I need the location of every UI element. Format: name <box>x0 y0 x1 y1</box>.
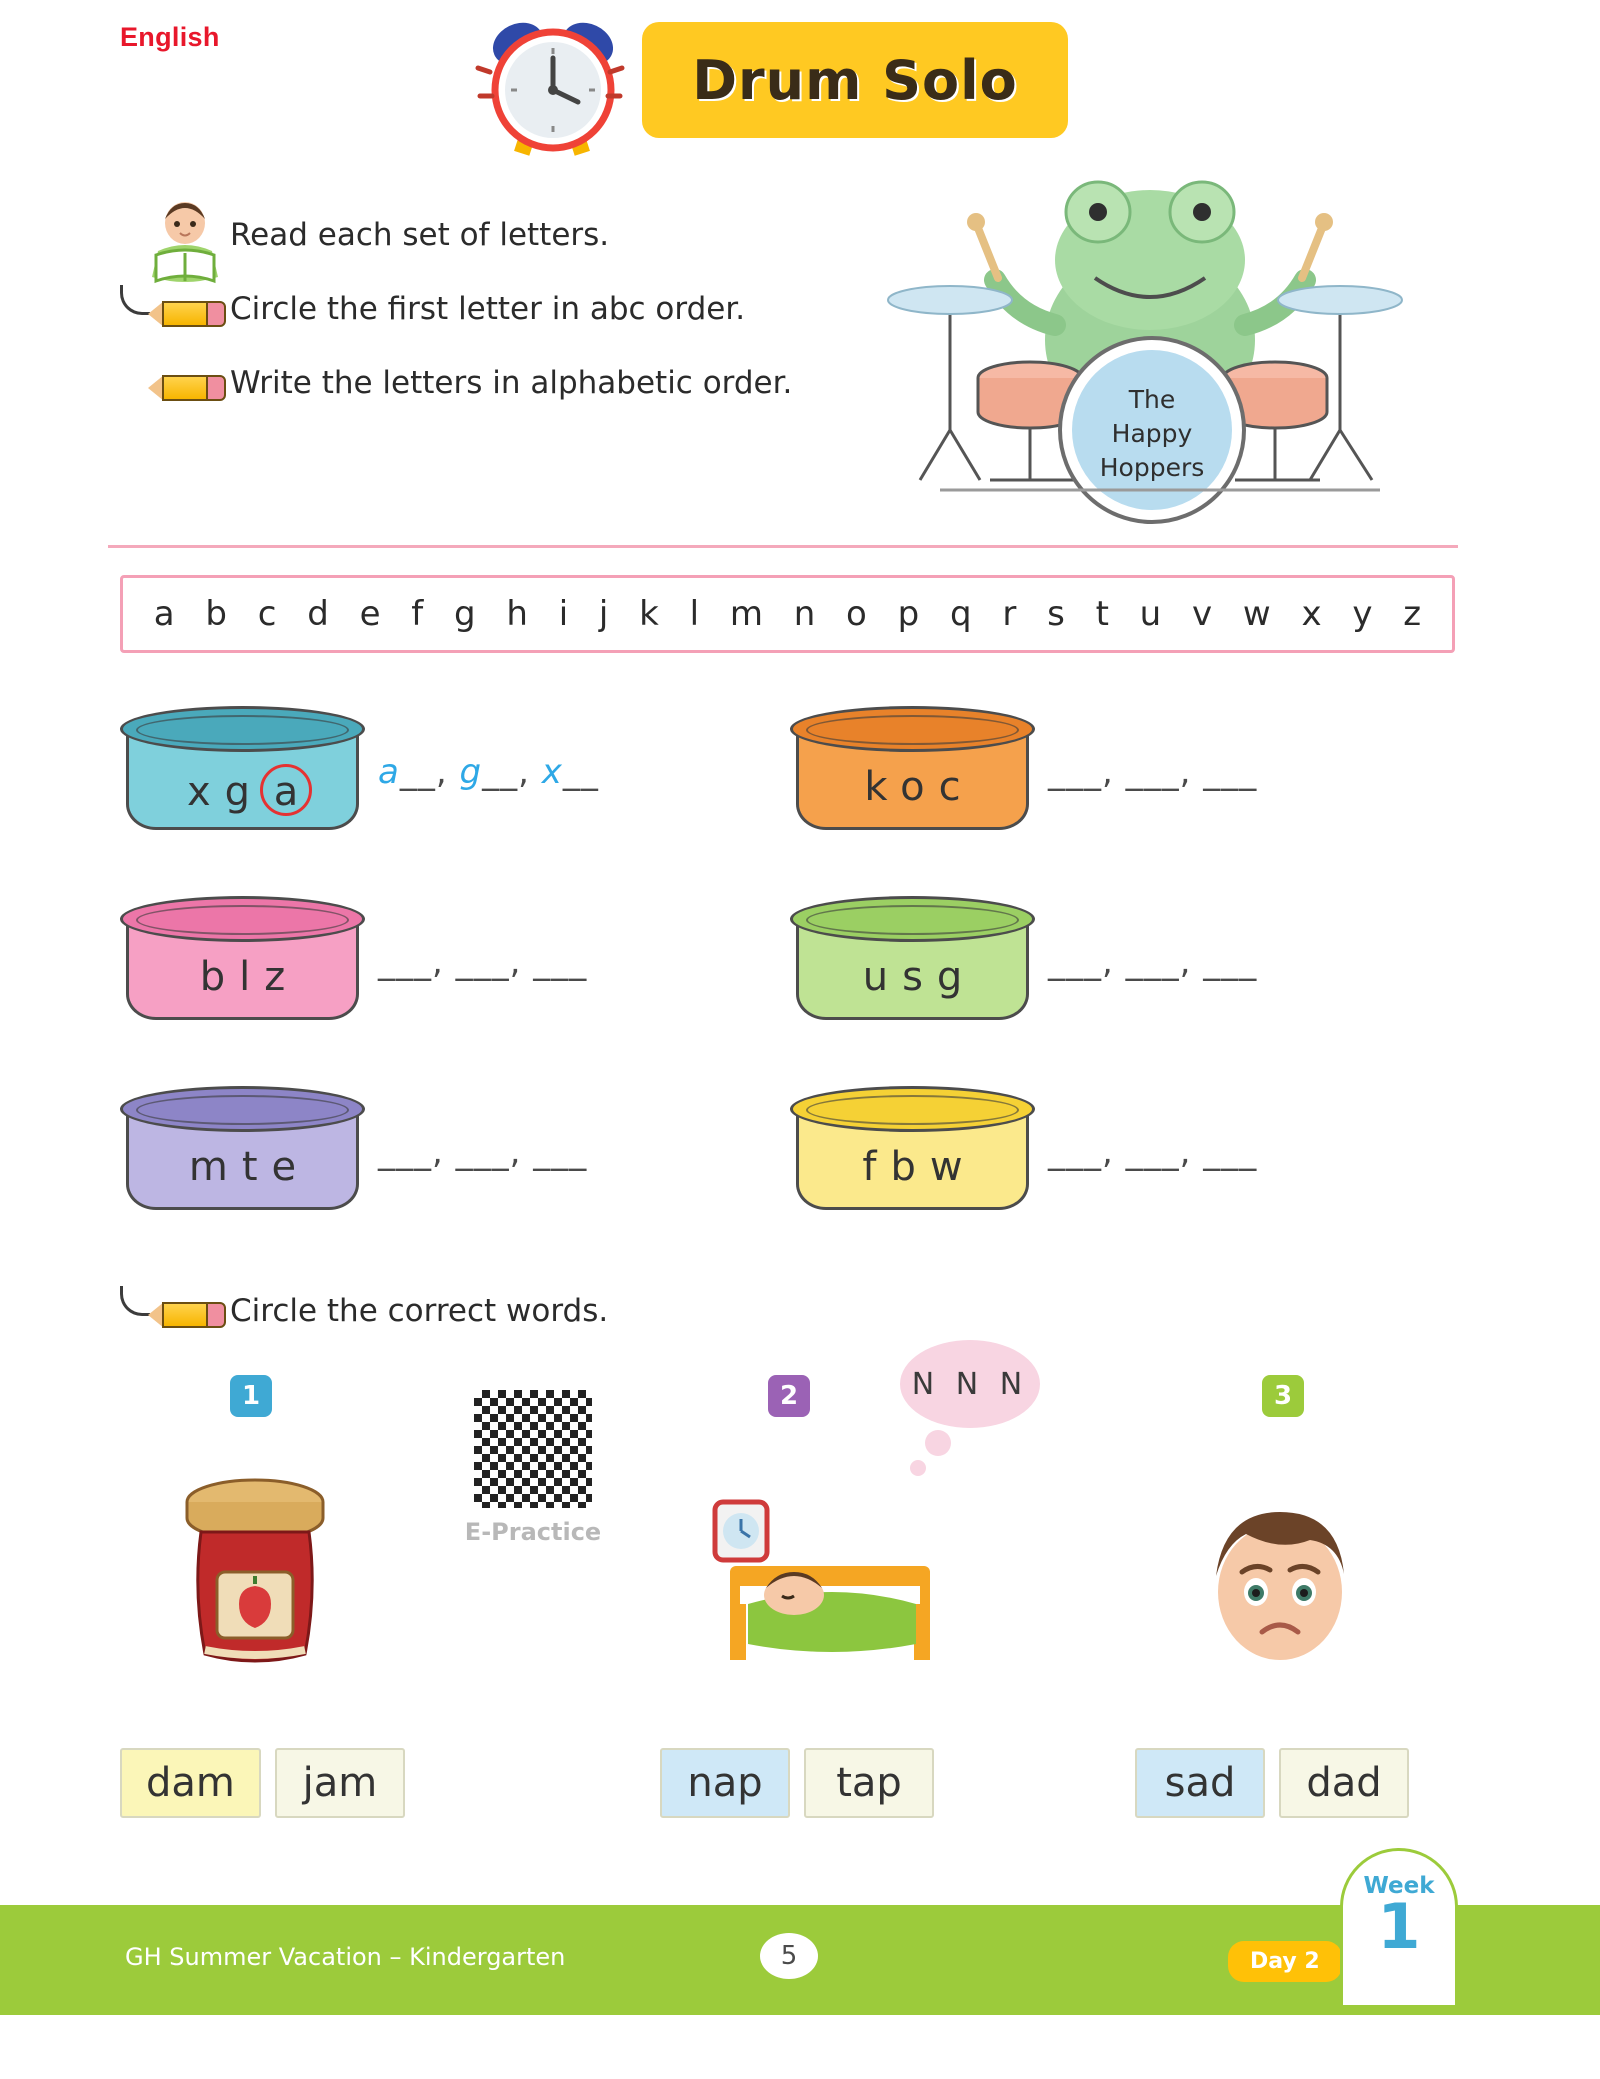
item-number-badge: 1 <box>230 1375 272 1417</box>
word-option[interactable]: tap <box>804 1748 934 1818</box>
drum-letter-circled: a <box>260 764 312 816</box>
alarm-clock-icon <box>470 10 630 170</box>
drum-letter: g <box>936 954 977 1000</box>
answer-letter: a <box>378 752 400 792</box>
page-title-banner <box>645 25 1065 135</box>
item-number-badge: 2 <box>768 1375 810 1417</box>
drum-exercise-6 <box>790 1080 1460 1270</box>
alphabet-letter: x <box>1301 594 1322 634</box>
answer-letter: x <box>541 752 563 792</box>
circle-words-instruction <box>120 1290 608 1334</box>
alphabet-letter: a <box>153 594 175 634</box>
word-choices-2 <box>660 1748 934 1818</box>
drum-exercise-2 <box>790 700 1460 890</box>
thought-bubble: N N N <box>900 1340 1040 1428</box>
item-number-badge: 3 <box>1262 1375 1304 1417</box>
alphabet-letter: l <box>689 594 700 634</box>
drum-letter: g <box>224 769 265 815</box>
svg-text:Hoppers: Hoppers <box>1099 453 1205 482</box>
answer-line[interactable]: ___, ___, ___ <box>378 1132 588 1172</box>
week-number: 1 <box>1377 1890 1421 1963</box>
drum-row <box>120 1080 1460 1270</box>
instruction-text: Read each set of letters. <box>230 217 610 253</box>
instruction-row <box>120 289 920 345</box>
word-choices-1 <box>120 1748 405 1818</box>
word-option[interactable]: sad <box>1135 1748 1265 1818</box>
alphabet-letter: y <box>1352 594 1373 634</box>
drum-letter: z <box>264 954 300 1000</box>
answer-line[interactable]: ___, ___, ___ <box>1048 942 1258 982</box>
alphabet-letter: p <box>897 594 920 634</box>
alphabet-letter: u <box>1139 594 1162 634</box>
drum-letter: m <box>188 1144 242 1190</box>
e-practice-label: E-Practice <box>464 1518 602 1546</box>
alphabet-letter: e <box>359 594 381 634</box>
drum-letter: b <box>199 954 240 1000</box>
word-option[interactable]: jam <box>275 1748 405 1818</box>
drum-row <box>120 890 1460 1080</box>
alphabet-strip <box>120 575 1455 653</box>
section-divider <box>108 545 1458 548</box>
alphabet-letter: g <box>454 594 476 634</box>
drum-letter: c <box>938 764 975 810</box>
drum-row <box>120 700 1460 890</box>
answer-line[interactable]: a__, g__, x__ <box>378 752 599 792</box>
instruction-row <box>120 215 920 271</box>
word-option[interactable]: nap <box>660 1748 790 1818</box>
word-option[interactable]: dam <box>120 1748 261 1818</box>
drum-letter: e <box>271 1144 311 1190</box>
drum-icon <box>120 896 365 1026</box>
alphabet-letter: q <box>949 594 972 634</box>
alphabet-letter: w <box>1242 594 1271 634</box>
alphabet-letter: r <box>1002 594 1017 634</box>
drum-letter: o <box>900 764 939 810</box>
sleeping-child-icon <box>670 1460 950 1680</box>
footer-title: GH Summer Vacation – Kindergarten <box>125 1943 566 1971</box>
alphabet-letter: o <box>846 594 867 634</box>
alphabet-letter: b <box>205 594 227 634</box>
alphabet-letter: h <box>506 594 528 634</box>
pencil-icon <box>120 363 230 419</box>
drum-exercise-3 <box>120 890 790 1080</box>
drum-letter: u <box>862 954 903 1000</box>
drum-letter: t <box>241 1144 272 1190</box>
drum-letter: k <box>864 764 901 810</box>
subject-label: English <box>120 22 220 52</box>
drum-letter: w <box>929 1144 977 1190</box>
page-title: Drum Solo <box>692 48 1018 112</box>
word-item-3 <box>1262 1375 1304 1417</box>
drum-icon <box>120 706 365 836</box>
answer-line[interactable]: ___, ___, ___ <box>378 942 588 982</box>
reading-boy-icon <box>120 215 230 271</box>
sad-boy-face-icon <box>1180 1480 1380 1680</box>
day-badge: Day 2 <box>1228 1941 1342 1982</box>
drum-icon <box>120 1086 365 1216</box>
drum-exercise-4 <box>790 890 1460 1080</box>
svg-text:Happy: Happy <box>1111 419 1193 448</box>
drum-letter: x <box>186 769 225 815</box>
drum-letter: s <box>902 954 937 1000</box>
instruction-text: Write the letters in alphabetic order. <box>230 365 793 401</box>
page-number: 5 <box>760 1933 818 1979</box>
drum-letter: l <box>239 954 265 1000</box>
drum-exercise-1 <box>120 700 790 890</box>
drum-icon <box>790 706 1035 836</box>
word-item-1 <box>230 1375 272 1417</box>
alphabet-letter: n <box>793 594 816 634</box>
answer-line[interactable]: ___, ___, ___ <box>1048 752 1258 792</box>
alphabet-letter: s <box>1047 594 1065 634</box>
week-label: Week <box>1363 1873 1435 1899</box>
qr-code-icon[interactable] <box>474 1390 592 1508</box>
alphabet-letter: m <box>729 594 763 634</box>
e-practice-block <box>448 1390 618 1546</box>
answer-line[interactable]: ___, ___, ___ <box>1048 1132 1258 1172</box>
jam-jar-icon <box>165 1460 345 1680</box>
word-choices-3 <box>1135 1748 1409 1818</box>
drum-letter: f <box>862 1144 891 1190</box>
alphabet-letter: v <box>1192 594 1213 634</box>
week-tab <box>1340 1848 1458 2008</box>
frog-drummer-illustration <box>880 150 1420 540</box>
instruction-text: Circle the correct words. <box>230 1293 609 1330</box>
instruction-text: Circle the first letter in abc order. <box>230 291 746 327</box>
alphabet-letter: z <box>1403 594 1422 634</box>
alphabet-letter: d <box>307 594 329 634</box>
drum-icon <box>790 1086 1035 1216</box>
alphabet-letter: f <box>411 594 424 634</box>
drum-letter: b <box>890 1144 930 1190</box>
word-option[interactable]: dad <box>1279 1748 1409 1818</box>
alphabet-letter: c <box>257 594 277 634</box>
instruction-row <box>120 363 920 419</box>
drum-exercise-5 <box>120 1080 790 1270</box>
drum-icon <box>790 896 1035 1026</box>
pencil-icon <box>120 1290 230 1334</box>
alphabet-letter: k <box>639 594 659 634</box>
alphabet-letter: i <box>558 594 569 634</box>
instructions-list <box>120 215 920 437</box>
thought-bubble-dot <box>925 1430 951 1456</box>
pencil-icon <box>120 289 230 345</box>
word-item-2 <box>768 1375 810 1417</box>
drum-exercise-grid <box>120 700 1460 1270</box>
svg-text:The: The <box>1128 385 1176 414</box>
answer-letter: g <box>459 752 483 792</box>
alphabet-letter: j <box>598 594 609 634</box>
alphabet-letter: t <box>1095 594 1109 634</box>
